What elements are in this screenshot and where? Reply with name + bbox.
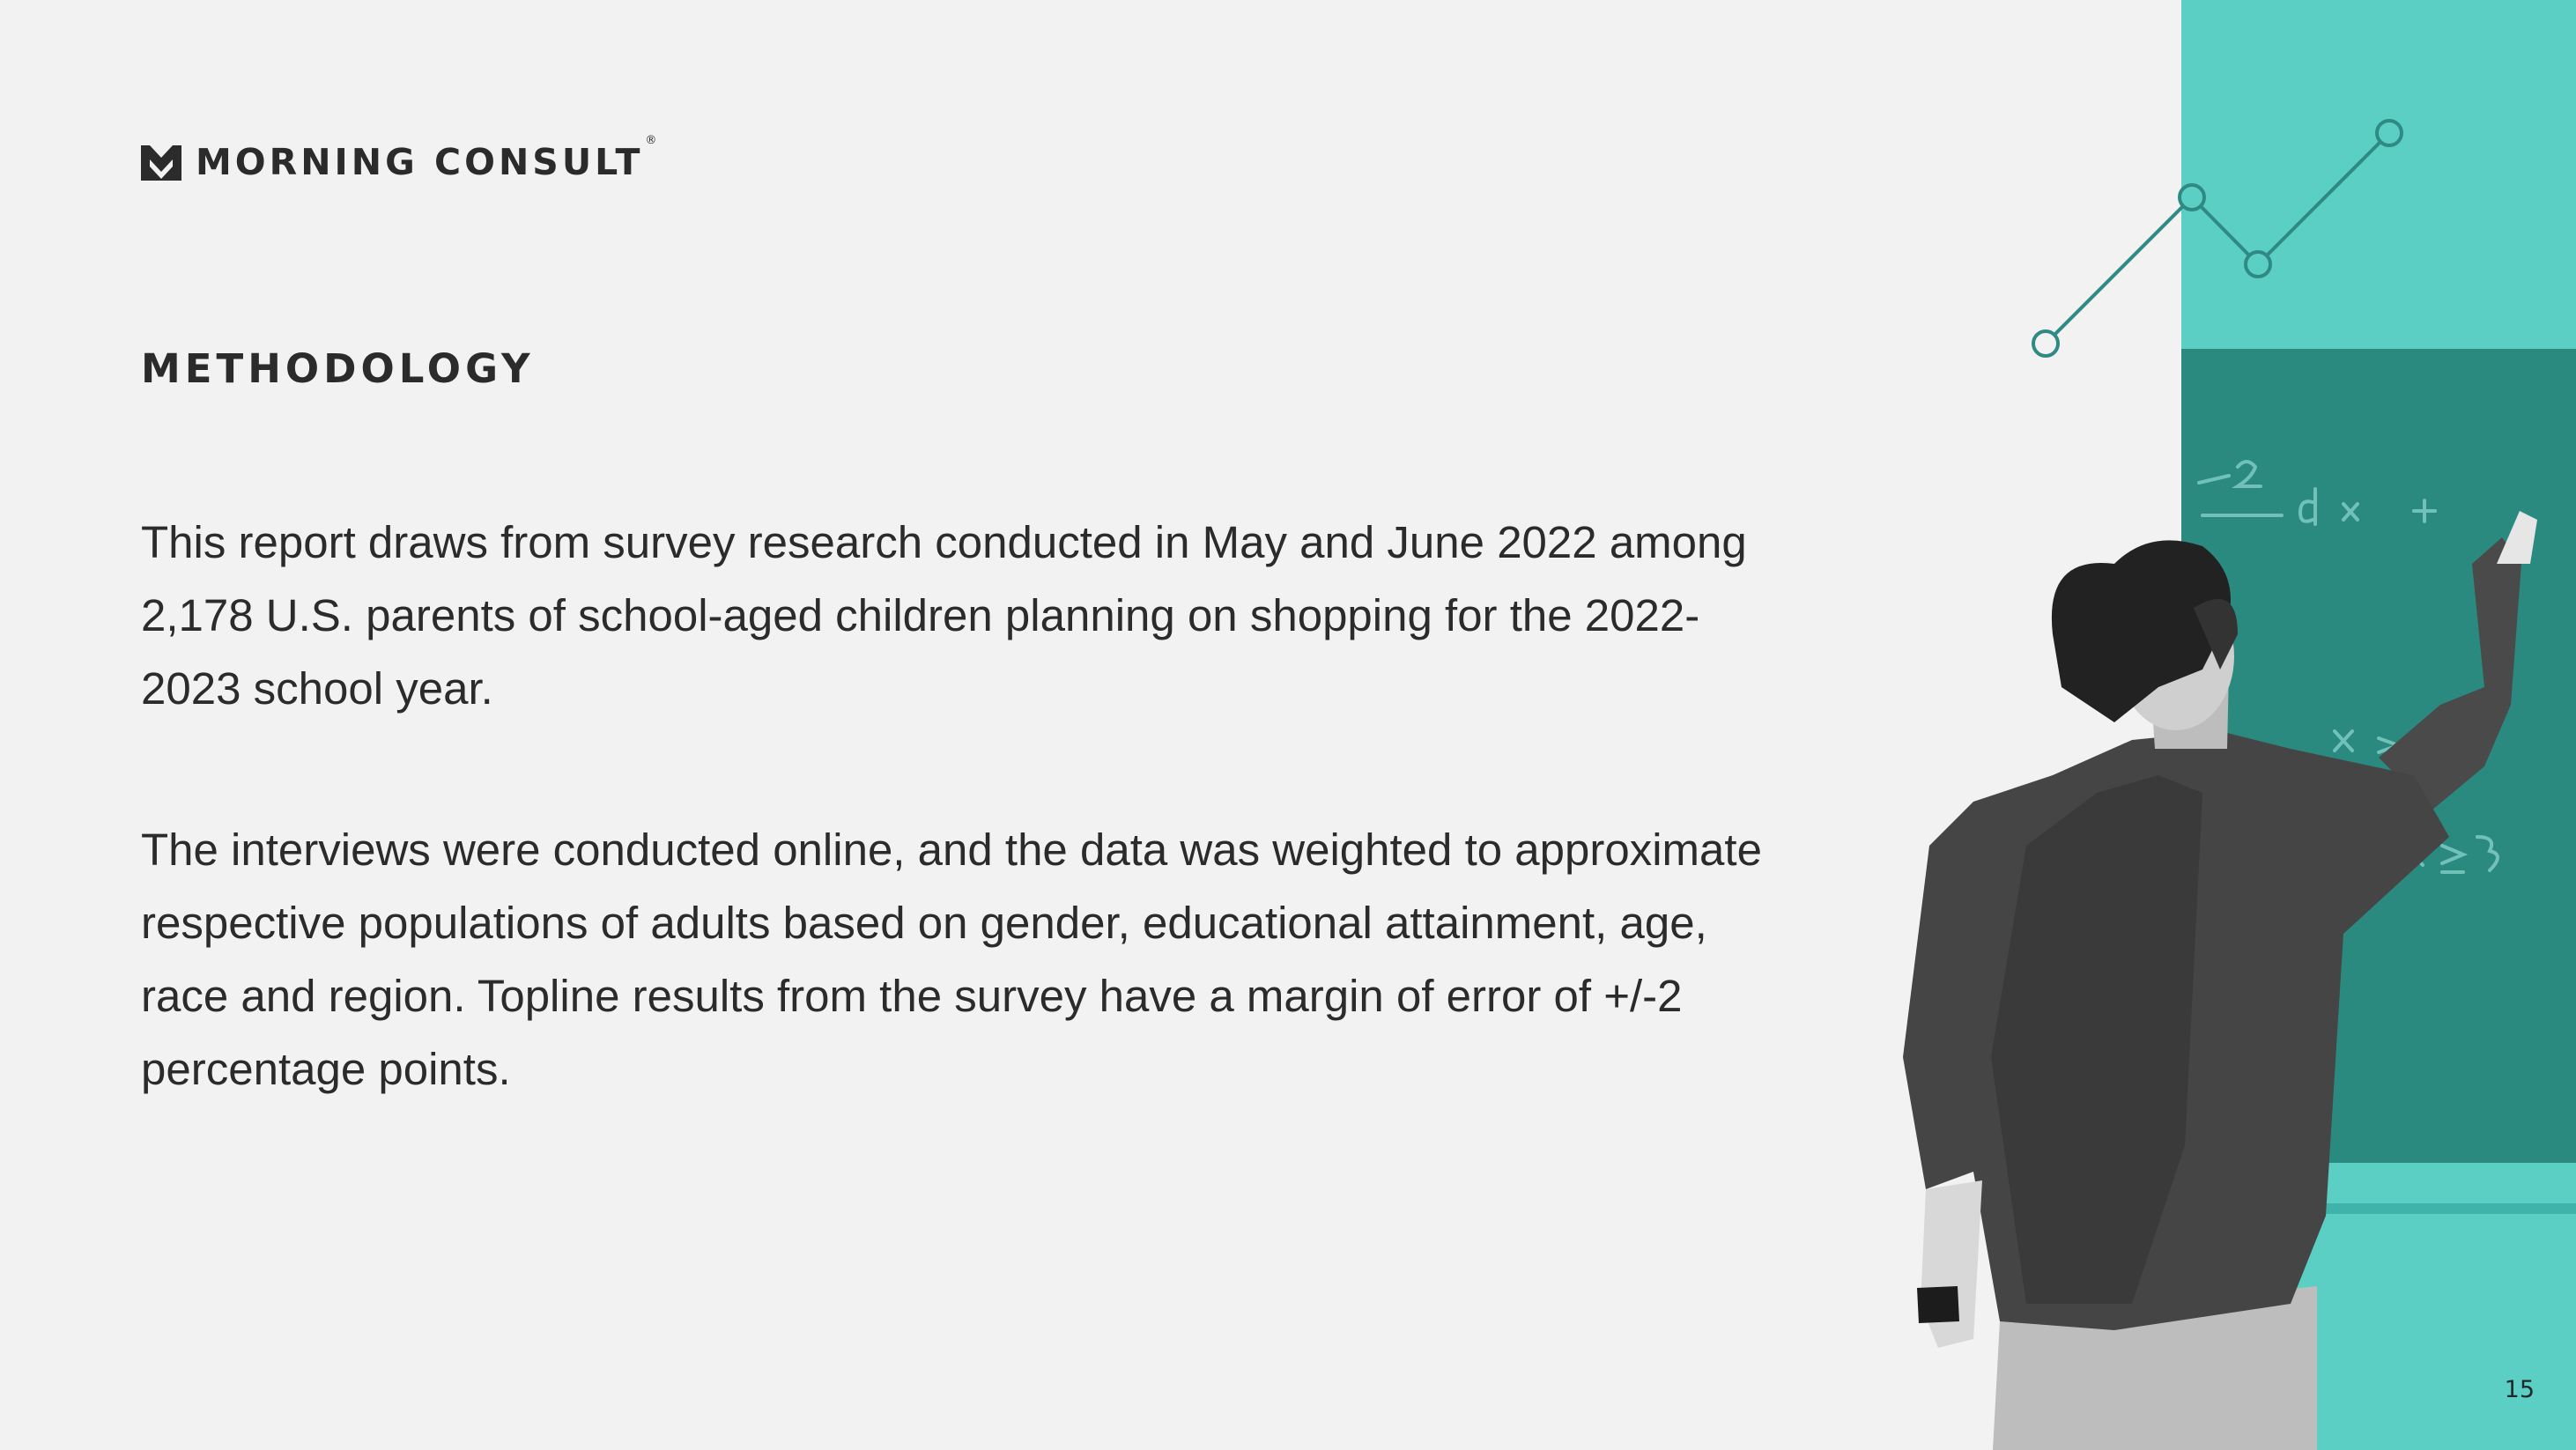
methodology-paragraph-2: The interviews were conducted online, and the data was weighted to approximate respective populations of adults based on gender, educational attainment, age, race and region. Topline results from the survey have a margin of error of +/-2 percentage points. <box>141 825 1762 1094</box>
methodology-paragraph-1: This report draws from survey research conducted in May and June 2022 among 2,178 U.S. parents of school-aged children planning on shopping for the 2022-2023 school year. <box>141 517 1747 714</box>
brand-name: MORNING CONSULT® <box>196 134 661 183</box>
section-heading: METHODOLOGY <box>141 345 535 392</box>
trend-line-icon <box>2033 121 2402 356</box>
registered-mark: ® <box>645 134 661 147</box>
page-number: 15 <box>2504 1376 2535 1403</box>
person-writing-on-chalkboard <box>1903 511 2537 1450</box>
